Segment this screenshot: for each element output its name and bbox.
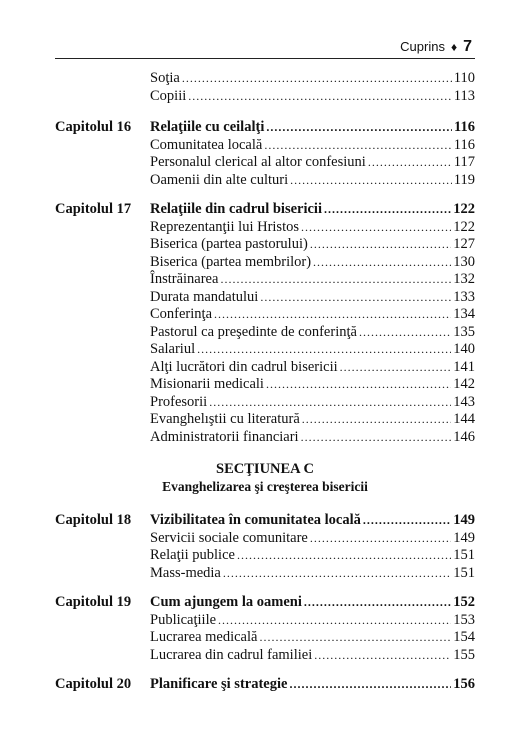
section-title: SECŢIUNEA C — [216, 461, 314, 477]
chapter-entries — [150, 70, 475, 105]
toc-entry — [150, 411, 475, 429]
toc-chapter — [55, 512, 475, 582]
toc-chapter — [55, 201, 475, 446]
toc-entry-title: Înstrăinarea — [150, 271, 219, 287]
table-of-contents — [55, 70, 475, 706]
toc-chapter — [55, 70, 475, 105]
dot-leader — [260, 289, 451, 307]
toc-entry-title: Administratorii financiari — [150, 428, 299, 445]
toc-entry-title: Cum ajungem la oameni — [150, 594, 302, 610]
toc-entry — [150, 629, 475, 647]
toc-entry-title: Vizibilitatea în comunitatea locală — [150, 512, 361, 528]
toc-chapter-title-entry — [150, 512, 475, 530]
toc-entry-page: 133 — [453, 288, 475, 305]
toc-entry — [150, 324, 475, 342]
toc-entry-page: 149 — [453, 529, 475, 546]
dot-leader — [340, 359, 452, 377]
dot-leader — [313, 254, 451, 272]
toc-entry — [150, 341, 475, 359]
dot-leader — [197, 341, 451, 359]
chapter-label: Capitolul 20 — [55, 676, 132, 692]
toc-entry-title: Relaţiile din cadrul bisericii — [150, 201, 322, 217]
toc-chapter — [55, 594, 475, 664]
toc-entry-title: Servicii sociale comunitare — [150, 529, 308, 546]
toc-chapter-title-entry — [150, 676, 475, 694]
toc-entry-page: 135 — [453, 323, 475, 340]
toc-entry-page: 154 — [453, 629, 475, 645]
toc-entry — [150, 394, 475, 412]
toc-entry — [150, 530, 475, 548]
dot-leader — [182, 70, 452, 88]
dot-leader — [266, 376, 451, 394]
toc-entry-title: Salariul — [150, 341, 196, 357]
toc-entry — [150, 172, 475, 190]
toc-entry-page: 155 — [453, 646, 475, 663]
toc-entry — [150, 376, 475, 394]
dot-leader — [304, 594, 451, 612]
toc-entry-title: Relaţii publice — [150, 547, 235, 563]
toc-entry-title: Durata mandatului — [150, 288, 259, 305]
dot-leader — [188, 88, 452, 106]
toc-entry — [150, 219, 475, 237]
dot-leader — [237, 547, 451, 565]
toc-entry — [150, 429, 475, 447]
chapter-entries — [150, 676, 475, 694]
dot-leader — [214, 306, 451, 324]
toc-entry-page: 122 — [453, 201, 475, 217]
toc-entry-page: 116 — [454, 119, 475, 135]
toc-entry — [150, 88, 475, 106]
chapter-label: Capitolul 16 — [55, 119, 132, 135]
toc-entry — [150, 289, 475, 307]
toc-entry — [150, 647, 475, 665]
toc-entry-page: 151 — [453, 564, 475, 581]
toc-chapter — [55, 119, 475, 189]
toc-entry-page: 149 — [453, 512, 475, 528]
chapter-label: Capitolul 17 — [55, 201, 132, 217]
dot-leader — [209, 394, 451, 412]
toc-entry — [150, 612, 475, 630]
toc-entry — [150, 254, 475, 272]
dot-leader — [324, 201, 451, 219]
toc-entry-title: Alţi lucrători din cadrul bisericii — [150, 358, 338, 375]
toc-entry — [150, 271, 475, 289]
toc-entry-page: 151 — [453, 547, 475, 563]
dot-leader — [301, 219, 451, 237]
chapter-entries — [150, 119, 475, 189]
toc-chapter-title-entry — [150, 594, 475, 612]
toc-entry-title: Biserica (partea pastorului) — [150, 236, 308, 252]
toc-entry-title: Pastorul ca preşedinte de conferinţă — [150, 323, 357, 340]
running-head — [400, 38, 472, 56]
toc-entry-page: 156 — [453, 676, 475, 692]
toc-entry-title: Misionarii medicali — [150, 376, 264, 392]
dot-leader — [368, 154, 452, 172]
dot-leader — [220, 271, 451, 289]
toc-entry — [150, 565, 475, 583]
dot-leader — [359, 324, 451, 342]
toc-entry — [150, 306, 475, 324]
header-rule — [55, 58, 475, 59]
dot-leader — [310, 530, 451, 548]
toc-entry-page: 153 — [453, 611, 475, 628]
dot-leader — [314, 647, 451, 665]
toc-entry — [150, 154, 475, 172]
toc-entry-page: 146 — [453, 428, 475, 445]
chapter-entries — [150, 201, 475, 446]
diamond-separator-icon: ♦ — [450, 40, 458, 54]
toc-entry — [150, 359, 475, 377]
dot-leader — [363, 512, 451, 530]
toc-chapter — [55, 676, 475, 694]
toc-top-block — [55, 70, 475, 446]
toc-chapter-title-entry — [150, 201, 475, 219]
dot-leader — [289, 676, 451, 694]
toc-entry — [150, 236, 475, 254]
chapter-label: Capitolul 19 — [55, 594, 132, 610]
toc-entry-title: Mass-media — [150, 564, 221, 581]
toc-entry-title: Soţia — [150, 70, 180, 86]
running-head-title: Cuprins — [400, 39, 445, 54]
toc-entry-page: 134 — [453, 306, 475, 322]
dot-leader — [218, 612, 451, 630]
toc-entry-page: 132 — [453, 271, 475, 287]
toc-entry-title: Planificare şi strategie — [150, 676, 288, 692]
dot-leader — [259, 629, 451, 647]
toc-entry-page: 144 — [453, 411, 475, 427]
toc-entry — [150, 70, 475, 88]
section-heading — [55, 460, 475, 496]
toc-entry-title: Conferinţa — [150, 306, 213, 322]
toc-entry-page: 152 — [453, 594, 475, 610]
toc-entry-page: 141 — [453, 358, 475, 375]
toc-entry-page: 116 — [453, 136, 475, 153]
toc-entry-page: 113 — [453, 87, 475, 104]
toc-entry-title: Reprezentanţii lui Hristos — [150, 218, 299, 235]
dot-leader — [266, 119, 452, 137]
toc-entry-page: 127 — [453, 236, 475, 252]
toc-entry-title: Comunitatea locală — [150, 136, 263, 153]
dot-leader — [223, 565, 451, 583]
chapter-entries — [150, 512, 475, 582]
toc-entry-page: 130 — [453, 253, 475, 270]
toc-entry-page: 122 — [453, 218, 475, 235]
toc-entry-title: Oamenii din alte culturi — [150, 171, 289, 188]
dot-leader — [302, 411, 451, 429]
dot-leader — [310, 236, 451, 254]
toc-entry-title: Personalul clerical al altor confesiuni — [150, 154, 366, 170]
dot-leader — [290, 172, 452, 190]
page-number: 7 — [463, 38, 472, 55]
toc-entry-title: Lucrarea medicală — [150, 629, 258, 645]
toc-chapter-title-entry — [150, 119, 475, 137]
toc-entry-page: 110 — [453, 70, 475, 86]
dot-leader — [301, 429, 452, 447]
toc-entry-page: 140 — [453, 341, 475, 357]
toc-entry-title: Copiii — [150, 87, 187, 104]
toc-entry-page: 119 — [453, 171, 475, 188]
chapter-label: Capitolul 18 — [55, 512, 132, 528]
chapter-entries — [150, 594, 475, 664]
toc-entry-title: Publicaţiile — [150, 611, 217, 628]
toc-entry — [150, 137, 475, 155]
toc-entry-title: Evanghelıştii cu literatură — [150, 411, 300, 427]
section-subtitle: Evanghelizarea şi creşterea bisericii — [162, 479, 368, 494]
toc-bottom-block — [55, 512, 475, 694]
toc-entry-title: Relaţiile cu ceilalţi — [150, 119, 265, 135]
toc-entry-title: Biserica (partea membrilor) — [150, 253, 312, 270]
toc-entry — [150, 547, 475, 565]
toc-entry-page: 142 — [453, 376, 475, 392]
toc-entry-title: Profesorii — [150, 393, 208, 410]
toc-entry-page: 117 — [453, 154, 475, 170]
toc-entry-title: Lucrarea din cadrul familiei — [150, 646, 313, 663]
toc-entry-page: 143 — [453, 393, 475, 410]
dot-leader — [264, 137, 451, 155]
